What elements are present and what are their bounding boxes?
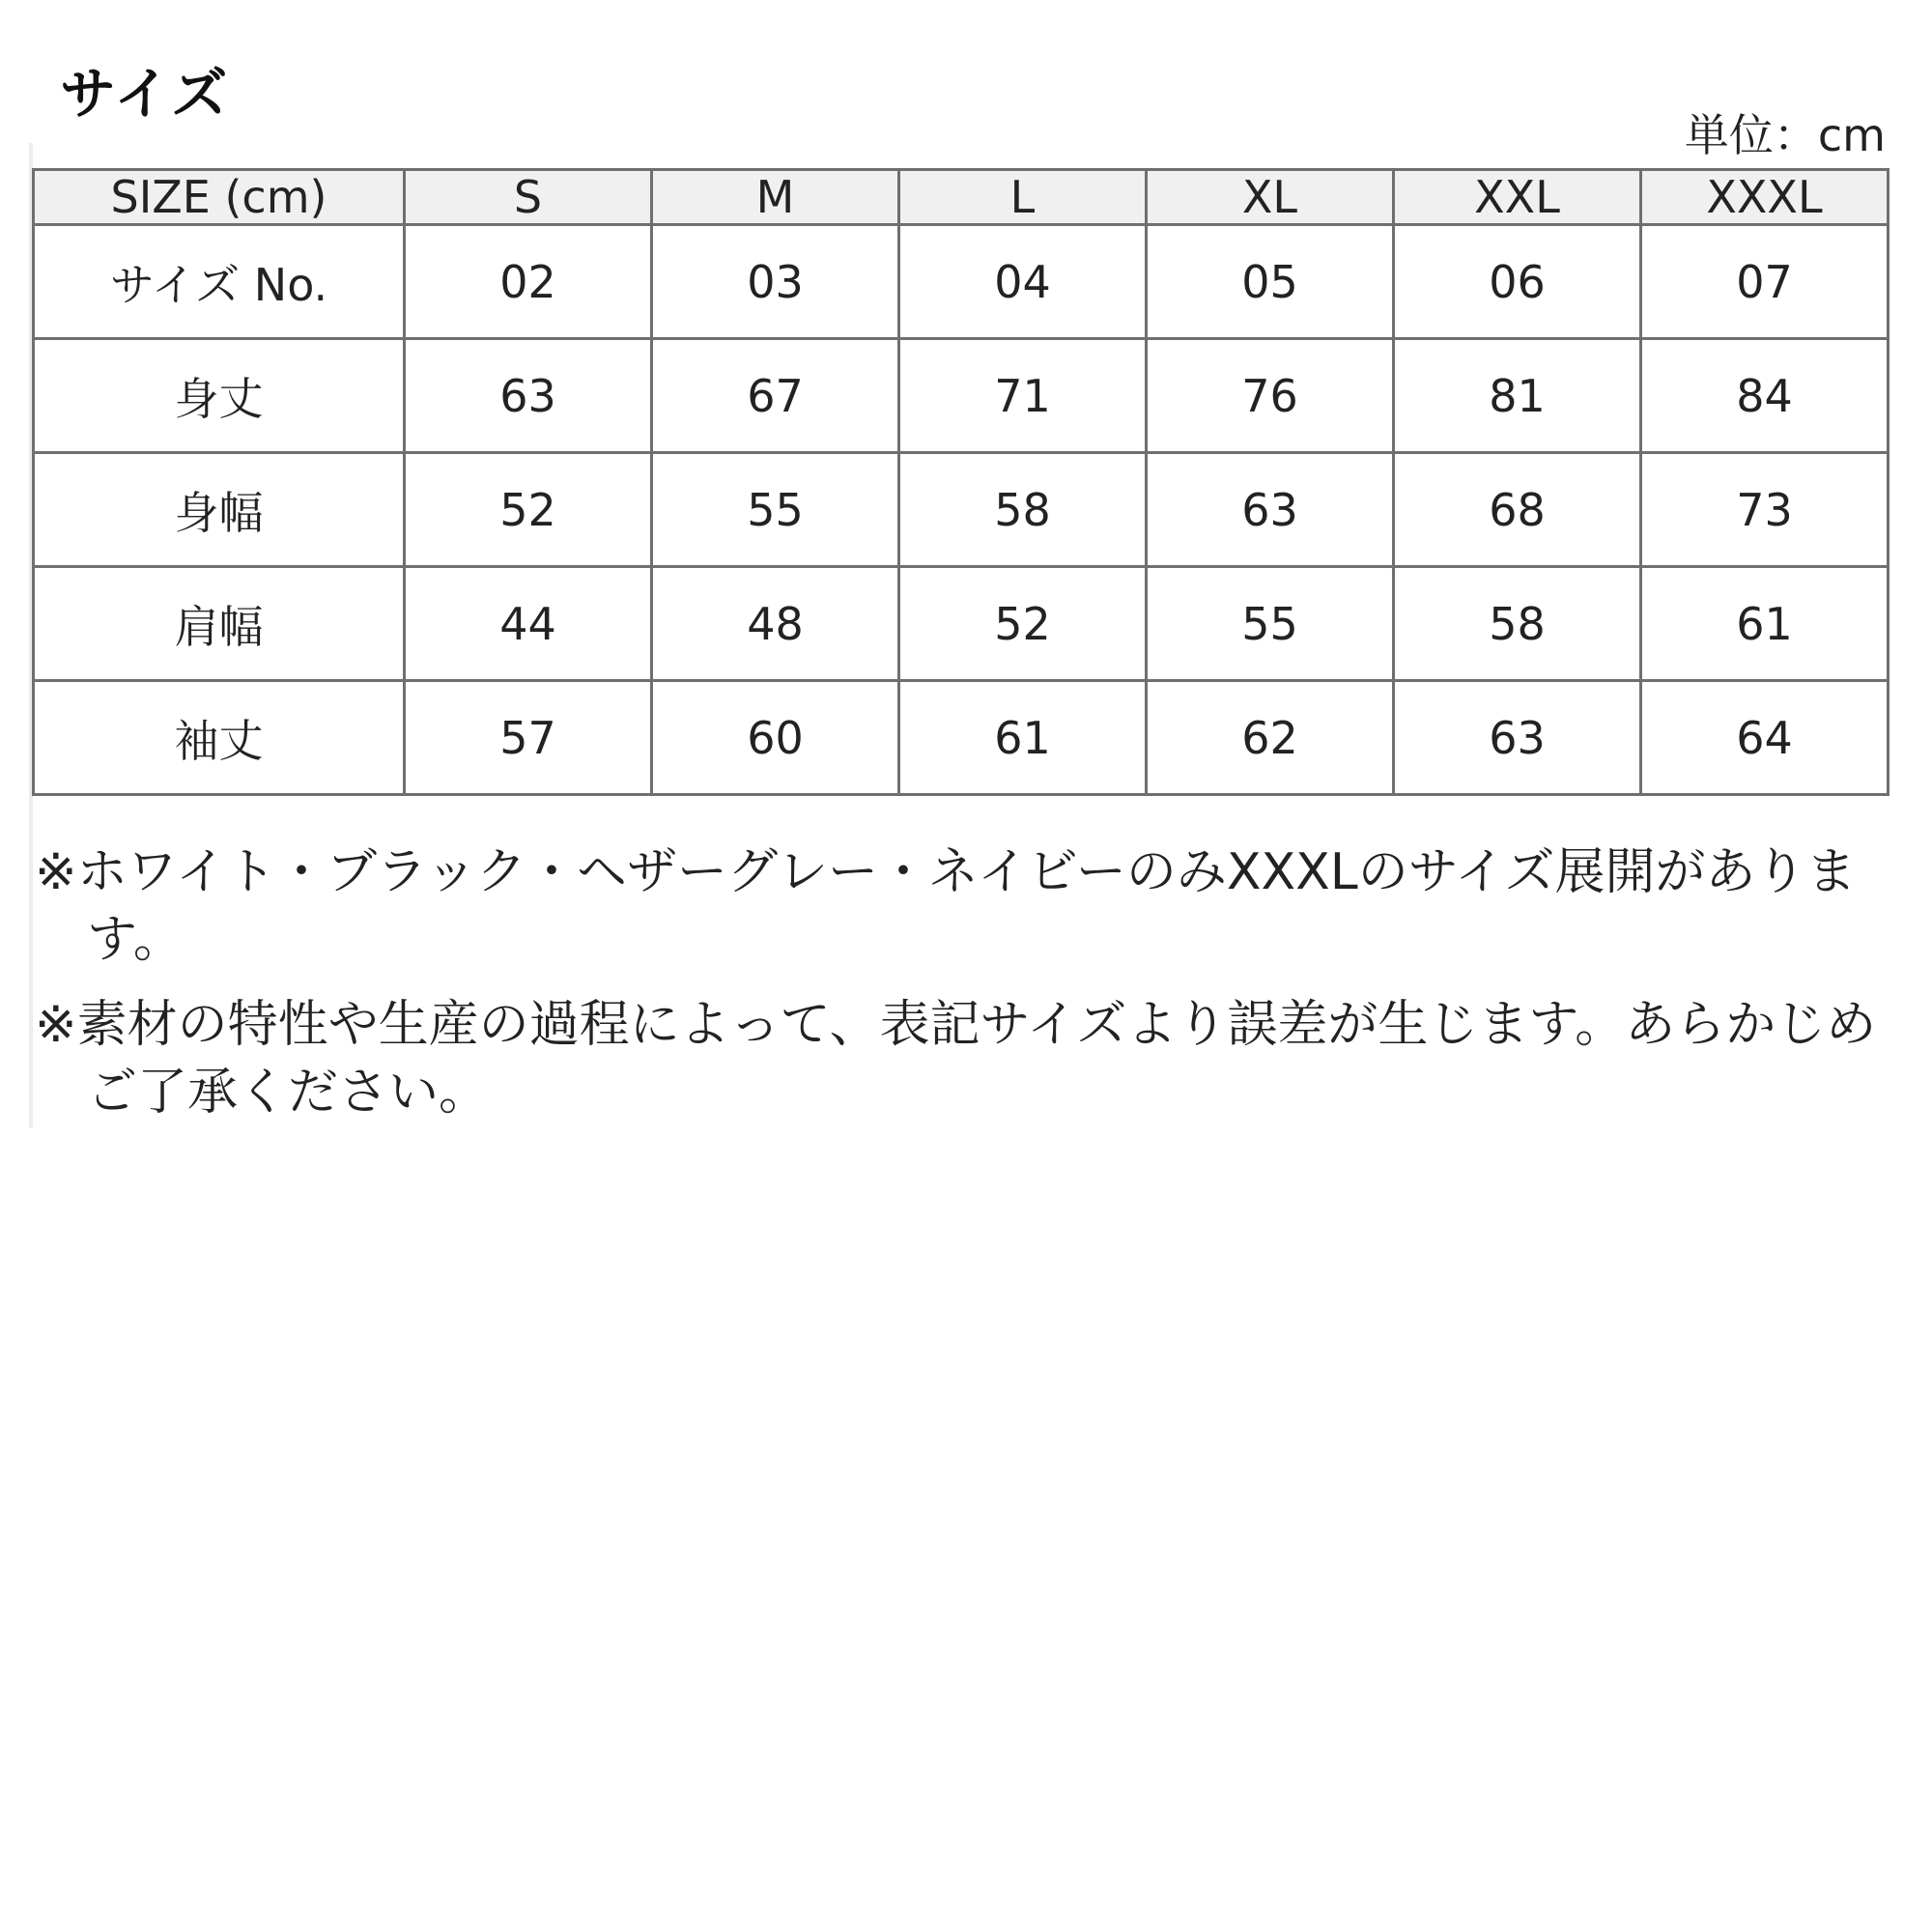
table-row (34, 681, 1889, 795)
row-label: サイズ No. (34, 225, 405, 339)
table-header-cell: XL (1147, 170, 1394, 225)
row-label: 肩幅 (34, 567, 405, 681)
table-header-cell: S (405, 170, 652, 225)
table-header-cell: XXXL (1641, 170, 1889, 225)
table-header-cell: M (652, 170, 899, 225)
table-cell: 63 (405, 339, 652, 453)
table-row (34, 225, 1889, 339)
table-cell: 03 (652, 225, 899, 339)
row-label: 身幅 (34, 453, 405, 567)
row-label: 袖丈 (34, 681, 405, 795)
note-xxxl-availability: ※ホワイト・ブラック・ヘザーグレー・ネイビーのみXXXLのサイズ展開があります。 (35, 843, 1857, 969)
table-cell: 76 (1147, 339, 1394, 453)
table-cell: 61 (899, 681, 1147, 795)
table-cell: 64 (1641, 681, 1889, 795)
table-cell: 81 (1394, 339, 1641, 453)
table-header-cell: L (899, 170, 1147, 225)
note-size-tolerance: ※素材の特性や生産の過程によって、表記サイズより誤差が生じます。あらかじめご了承ください。 (35, 996, 1877, 1122)
table-cell: 55 (652, 453, 899, 567)
size-table (32, 168, 1889, 796)
unit-label: 単位：cm (1684, 109, 1886, 161)
table-cell: 73 (1641, 453, 1889, 567)
table-cell: 63 (1147, 453, 1394, 567)
table-header-row (34, 170, 1889, 225)
row-label: 身丈 (34, 339, 405, 453)
table-cell: 52 (405, 453, 652, 567)
table-cell: 02 (405, 225, 652, 339)
table-header-cell: SIZE (cm) (34, 170, 405, 225)
table-cell: 44 (405, 567, 652, 681)
table-cell: 04 (899, 225, 1147, 339)
notes (35, 838, 1889, 1144)
table-cell: 62 (1147, 681, 1394, 795)
table-cell: 58 (1394, 567, 1641, 681)
table-row (34, 453, 1889, 567)
table-cell: 58 (899, 453, 1147, 567)
table-cell: 67 (652, 339, 899, 453)
table-cell: 68 (1394, 453, 1641, 567)
table-cell: 84 (1641, 339, 1889, 453)
table-row (34, 567, 1889, 681)
table-cell: 48 (652, 567, 899, 681)
table-cell: 05 (1147, 225, 1394, 339)
page-title: サイズ (60, 61, 230, 127)
table-cell: 71 (899, 339, 1147, 453)
table-cell: 57 (405, 681, 652, 795)
table-cell: 07 (1641, 225, 1889, 339)
table-cell: 55 (1147, 567, 1394, 681)
table-row (34, 339, 1889, 453)
table-cell: 60 (652, 681, 899, 795)
table-header-cell: XXL (1394, 170, 1641, 225)
table-cell: 63 (1394, 681, 1641, 795)
table-cell: 06 (1394, 225, 1641, 339)
table-cell: 52 (899, 567, 1147, 681)
table-cell: 61 (1641, 567, 1889, 681)
